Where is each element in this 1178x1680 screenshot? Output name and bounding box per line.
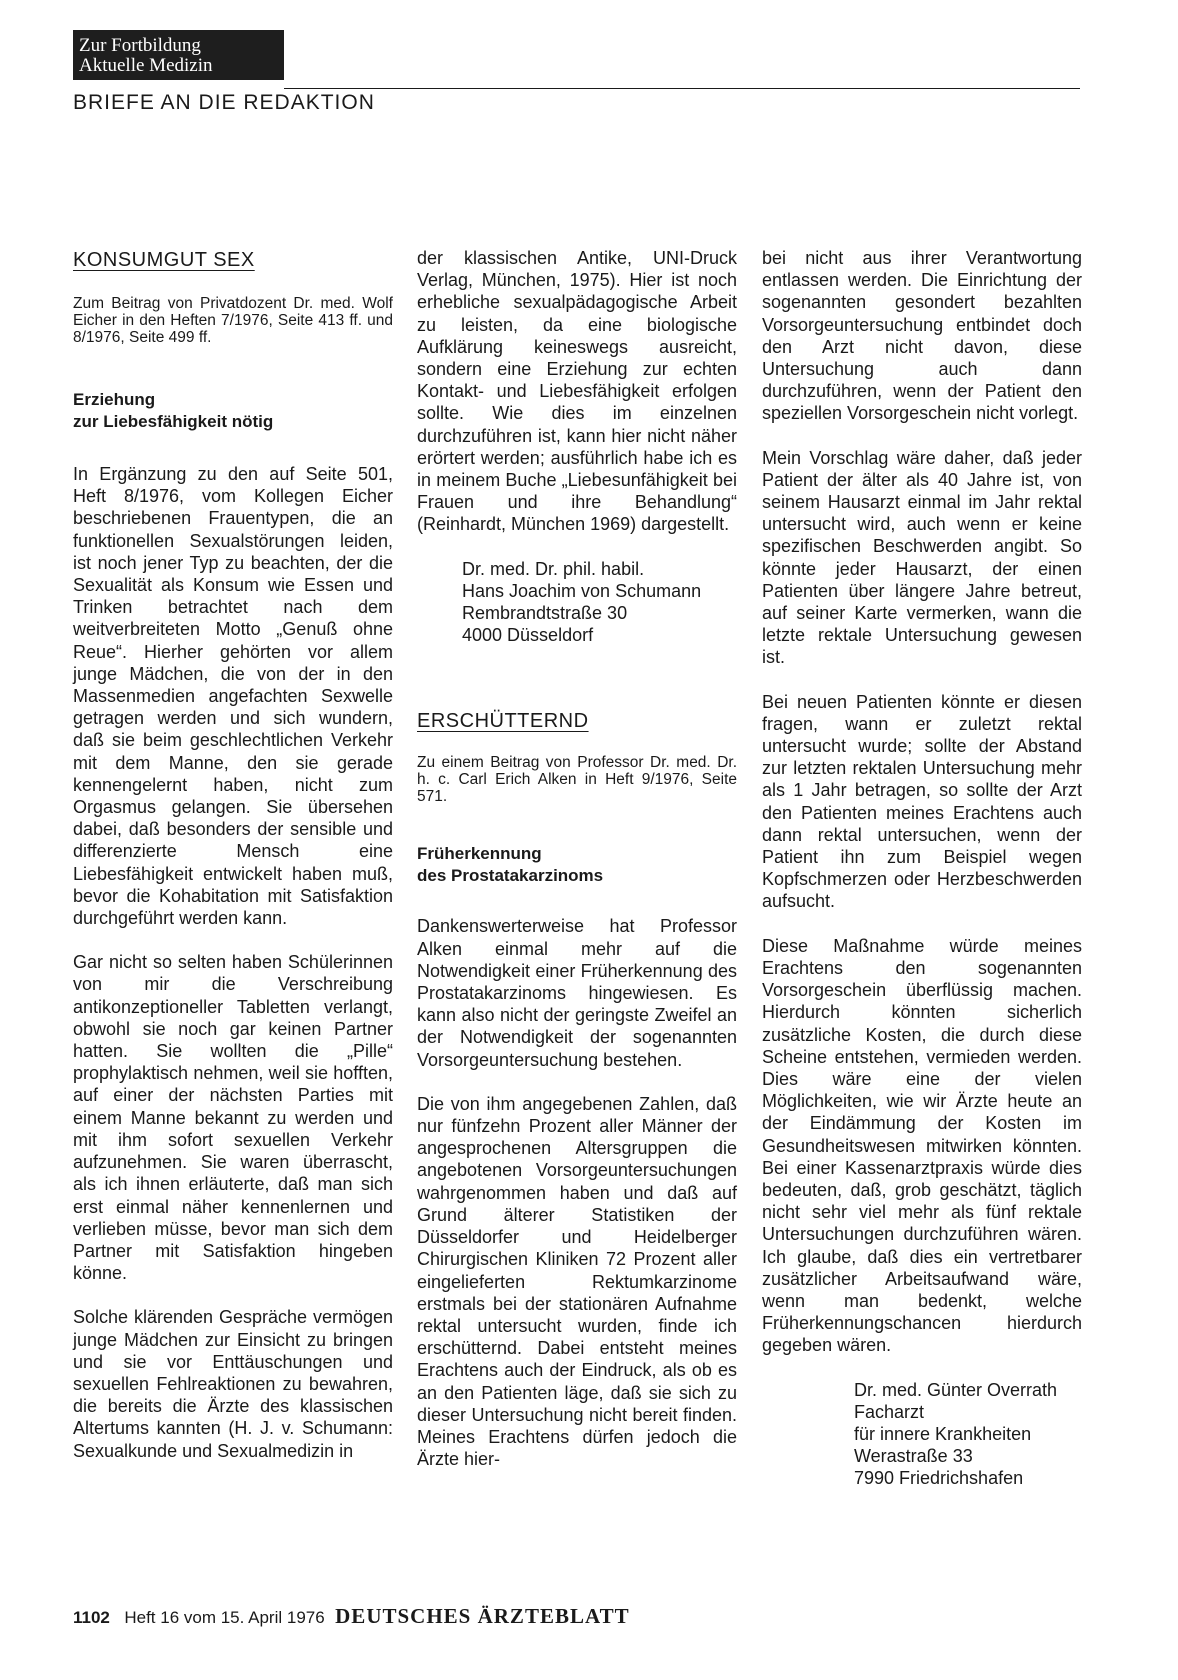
signature-line: für innere Krankheiten [854,1423,1032,1444]
issue-info: Heft 16 vom 15. April 1976 [124,1608,325,1627]
letter2-subhead-line1: Früherkennung [417,844,542,864]
column-1 [73,247,393,1462]
signature-line: Dr. med. Günter Overrath [854,1379,1058,1400]
letter1-paragraph-2: Gar nicht so selten haben Schülerinnen von mir die Verschreibung antikonzeptioneller Tabletten verlangt, obwohl sie noch gar keinen Partner hatten. Sie wollten die „Pille“ prophylaktisch nehmen, weil sie hofften, auf einer der nächsten Parties mit einem Manne bekannt zu werden und mit ihm sofort sexuellen Verkehr aufzunehmen. Sie waren überrascht, als ich ihnen erläuterte, daß man sich erst einmal näher kennenlernen und verlieben müsse, bevor man sich dem Partner mit Satisfaktion hingeben könne. [73,952,393,1284]
signature-line: Hans Joachim von Schumann [462,580,702,601]
letter1-paragraph-3: Solche klärenden Gespräche vermögen junge Mädchen zur Einsicht zu bringen und sie vor Enttäuschungen und sexuellen Fehlreaktionen zu bewahren, die bereits die Ärzte des klassischen Altertums kannten (H. J. v. Schumann: Sexualkunde und Sexualmedizin in [73,1307,393,1461]
department-label-line1: Zur Fortbildung [79,35,201,56]
letter2-paragraph-4: Mein Vorschlag wäre daher, daß jeder Patient der älter als 40 Jahre ist, von seinem Hausarzt einmal im Jahr rektal untersucht wird, auch wenn er keine spezifischen Beschwerden angibt. So könnte jeder Hausarzt, der einen Patienten über längere Jahre betreut, auf seiner Karte vermerken, wann die letzte rektale Untersuchung gewesen ist. [762,447,1082,668]
letter2-paragraph-2: Die von ihm angegebenen Zahlen, daß nur fünfzehn Prozent aller Männer der angesprochenen Altersgruppen die angebotenen Vorsorgeuntersuchungen wahrgenommen haben und daß auf Grund älterer Statistiken der Düsseldorfer und Heidelberger Chirurgischen Kliniken 72 Prozent aller eingelieferten Rektumkarzinome erstmals bei der stationären Aufnahme rektal untersucht wurden, finde ich erschütternd. Dabei entsteht meines Erachtens auch der Eindruck, als ob es an den Patienten läge, daß sie sich zu dieser Untersuchung nicht bereit finden. Meines Erachtens dürfen jedoch die Ärzte hier- [417,1093,737,1470]
column-3 [762,247,1082,1490]
letter1-reference: Zum Beitrag von Privatdozent Dr. med. Wolf Eicher in den Heften 7/1976, Seite 413 ff. und 8/1976, Seite 499 ff. [73,295,393,346]
letter2-subhead-line2: des Prostatakarzinoms [417,866,604,886]
letter1-subhead-line2: zur Liebesfähigkeit nötig [73,412,274,431]
letter1-paragraph-1: In Ergänzung zu den auf Seite 501, Heft 8/1976, vom Kollegen Eicher beschriebenen Frauentypen, die an funktionellen Sexualstörungen leiden, ist noch jener Typ zu beachten, der die Sexualität als Konsum wie Essen und Trinken betrachtet nach dem weitverbreiteten Motto „Genuß ohne Reue“. Hierher gehörten vor allem junge Mädchen, die von der in den Massenmedien angefachten Sexwelle getragen werden und sich wundern, daß sie beim geschlechtlichen Verkehr mit dem Manne, den sie gerade kennengelernt haben, nicht zum Orgasmus gelangen. Sie übersehen dabei, daß besonders der sensible und differenzierte Mensch eine Liebesfähigkeit entwickelt haben muß, bevor die Kohabitation mit Satisfaktion durchgeführt werden kann. [73,464,393,929]
letter2-paragraph-5: Bei neuen Patienten könnte er diesen fragen, wann er zuletzt rektal untersucht wurde; sollte der Abstand zur letzten rektalen Untersuchung mehr als 1 Jahr betragen, so sollte der Arzt den Patienten meines Erachtens auch dann rektal untersuchen, wenn der Patient ihn zum Beispiel wegen Kopfschmerzen oder Herzbeschwerden aufsucht. [762,691,1082,912]
letter1-paragraph-4: der klassischen Antike, UNI-Druck Verlag, München, 1975). Hier ist noch erhebliche sexualpädagogische Arbeit zu leisten, da eine biologische Aufklärung keineswegs ausreicht, sondern eine Erziehung zur echten Kontakt- und Liebesfähigkeit erfolgen sollte. Wie dies im einzelnen durchzuführen ist, kann hier nicht näher erörtert werden; ausführlich habe ich es in meinem Buche „Liebesunfähigkeit bei Frauen und ihre Behandlung“ (Reinhardt, München 1969) dargestellt. [417,248,737,535]
section-title: BRIEFE AN DIE REDAKTION [73,91,375,114]
letter2-paragraph-3: bei nicht aus ihrer Verantwortung entlassen werden. Die Einrichtung der sogenannten gesondert bezahlten Vorsorgeuntersuchung entbindet doch den Arzt nicht davon, diese Untersuchung auch dann durchzuführen, wenn der Patient den speziellen Vorsorgeschein nicht vorlegt. [762,248,1082,424]
letter1-signature [462,558,737,647]
letter2-rubric: ERSCHÜTTERND [417,710,589,733]
letter2-paragraph-1: Dankenswerterweise hat Professor Alken einmal mehr auf die Notwendigkeit einer Früherkennung des Prostatakarzinoms hingewiesen. Es kann also nicht der geringste Zweifel an der Notwendigkeit der sogenannten Vorsorgeuntersuchung bestehen. [417,916,737,1070]
signature-line: Rembrandtstraße 30 [462,603,628,624]
journal-name: DEUTSCHES ÄRZTEBLATT [335,1604,630,1628]
department-label-line2: Aktuelle Medizin [79,55,213,76]
department-label [73,30,284,80]
letter1-rubric: KONSUMGUT SEX [73,249,255,271]
letter2-paragraph-6: Diese Maßnahme würde meines Erachtens den sogenannten Vorsorgeschein überflüssig machen. Hierdurch könnten sicherlich zusätzliche Kosten, die durch diese Scheine entstehen, vermieden werden. Dies wäre eine der vielen Möglichkeiten, wie wir Ärzte heute an der Eindämmung der Kosten im Gesundheitswesen mitwirken könnten. Bei einer Kassenarztpraxis würde dies bedeuten, daß, grob geschätzt, täglich nicht sehr viel mehr als fünf rektale Untersuchungen durchzuführen wären. Ich glaube, daß dies ein vertretbarer zusätzlicher Arbeitsaufwand wäre, wenn man bedenkt, welche Früherkennungschancen hierdurch gegeben wären. [762,935,1082,1356]
letter2-signature [854,1379,1082,1490]
signature-line: 4000 Düsseldorf [462,625,594,646]
letter1-subhead-line1: Erziehung [73,390,156,409]
header-rule [284,88,1080,89]
signature-line: Dr. med. Dr. phil. habil. [462,558,645,579]
signature-line: Facharzt [854,1401,925,1422]
letter1-subhead [73,389,393,433]
letter2-subhead [417,843,737,887]
column-2 [417,247,737,1470]
page-number: 1102 [73,1608,110,1627]
signature-line: 7990 Friedrichshafen [854,1468,1024,1489]
letter2-reference: Zu einem Beitrag von Professor Dr. med. Dr. h. c. Carl Erich Alken in Heft 9/1976, Seite 571. [417,754,737,806]
signature-line: Werastraße 33 [854,1446,973,1467]
page-footer [73,1604,630,1629]
